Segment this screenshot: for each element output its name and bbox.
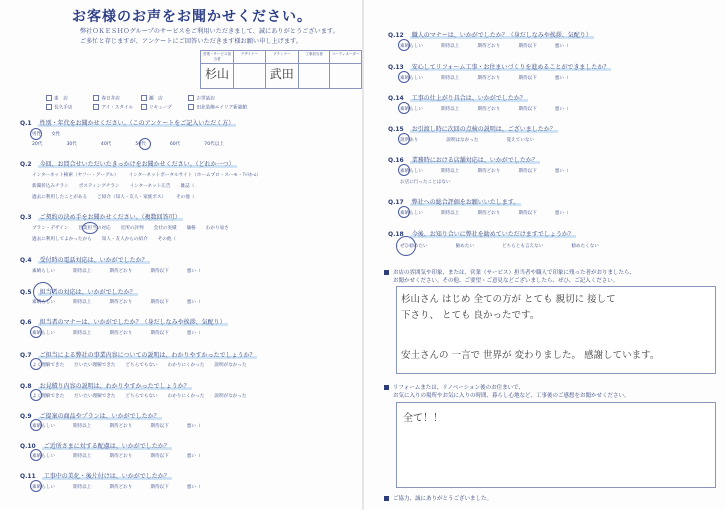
option[interactable]: 悪い（ <box>554 211 569 216</box>
option[interactable]: 期待以上 <box>440 169 460 174</box>
option[interactable]: 素晴らしい <box>32 300 55 305</box>
option[interactable]: 期待どおり <box>109 300 133 305</box>
question-16-options-extra <box>400 179 461 185</box>
staff-header-planner: プランナー <box>265 51 298 64</box>
checkbox-icon[interactable] <box>188 104 194 110</box>
staff-header-construction: 工事担当者 <box>298 51 330 64</box>
question-12: Q.12 職人のマナーは、いかがでしたか？（身だしなみや挨拶、気配り） <box>388 32 592 39</box>
staff-value-planner[interactable]: 武田 <box>265 64 298 89</box>
option[interactable]: 期待どおり <box>109 454 133 459</box>
page-title: お客様のお声をお聞かせください。 <box>72 9 312 25</box>
selection-circle-icon <box>398 206 410 218</box>
checkbox-icon[interactable] <box>141 104 147 110</box>
question-8-options <box>32 393 257 399</box>
option[interactable]: お店に行ったことはない <box>400 180 451 185</box>
option[interactable]: 素晴らしい <box>32 454 55 459</box>
question-4: Q.4 受付時の電話対応は、いかがでしたか？ <box>20 257 148 264</box>
question-18-options <box>400 243 609 249</box>
option[interactable]: 40代 <box>100 142 112 147</box>
option[interactable]: 期待以上 <box>72 300 92 305</box>
right-column <box>366 0 725 510</box>
checkbox-icon[interactable] <box>46 95 52 101</box>
option[interactable]: 期待どおり <box>477 169 501 174</box>
question-13: Q.13 安心してリフォーム工事・お住まいづくりを進めることができましたか？ <box>388 64 610 71</box>
option[interactable]: わかりにくかった <box>167 394 205 399</box>
option[interactable]: 悪い（ <box>554 169 569 174</box>
option[interactable]: インターネットポータルサイト（ホームプロ・スーモ・ｱｯﾄﾎｰﾑ） <box>128 173 261 178</box>
option[interactable]: どちらとも言えない <box>501 244 544 249</box>
question-15: Q.15 お引渡し時に次回の点検の説明は、ございましたか？ <box>388 126 556 133</box>
selection-circle-icon <box>30 128 42 140</box>
option[interactable]: 説明はなかった <box>446 138 479 143</box>
option[interactable]: 30代 <box>66 142 77 147</box>
staff-header-designer: デザイナー <box>234 51 266 64</box>
option[interactable]: 50代 <box>135 142 146 147</box>
option[interactable]: 素晴らしい <box>32 424 55 429</box>
question-1-age-options <box>32 141 234 147</box>
question-18: Q.18 今後、お知り合いに弊社を勧めていただけますでしょうか？ <box>388 231 574 238</box>
selection-circle-icon <box>82 222 98 234</box>
comment-1-answer-box[interactable] <box>396 286 716 374</box>
option[interactable]: 雑誌（ <box>180 184 195 189</box>
option[interactable]: 期待以下 <box>150 331 169 336</box>
comment-1-prompt <box>384 268 635 284</box>
option[interactable]: どちらでもない <box>125 394 158 399</box>
question-16-options <box>400 168 579 174</box>
option[interactable]: よく理解できた <box>32 394 65 399</box>
question-5-options <box>32 299 211 305</box>
option[interactable]: 期待以上 <box>440 76 460 81</box>
option[interactable]: 期待どおり <box>109 331 133 336</box>
option[interactable]: 期待以下 <box>150 485 169 490</box>
option[interactable]: 70代以上 <box>204 142 224 147</box>
option[interactable]: 期待以上 <box>72 331 92 336</box>
option[interactable]: 悪い（ <box>186 300 201 305</box>
question-16: Q.16 業務時における店舗対応は、いかがでしたか？ <box>388 157 538 164</box>
option[interactable]: 期待以上 <box>72 454 92 459</box>
question-17-options <box>400 210 579 216</box>
selection-circle-icon <box>30 480 42 492</box>
question-6: Q.6 担当者のマナーは、いかがでしたか？（身だしなみや挨拶、気配り） <box>20 319 226 326</box>
option[interactable]: 説明がなかった <box>214 394 247 399</box>
question-11: Q.11 工事中の美化・後片付けは、いかがでしたか？ <box>20 473 170 480</box>
square-bullet-icon <box>384 270 389 275</box>
question-2: Q.2 今回、お問合せいただいたきっかけをお聞かせください。（どれか一つ） <box>20 161 235 168</box>
option[interactable]: 説明あり <box>400 138 419 143</box>
question-5: Q.5 担当者の対応は、いかがでしたか？ <box>20 289 136 296</box>
staff-header-coordinator: コーディネーター <box>330 51 362 64</box>
selection-circle-icon <box>139 138 151 150</box>
option[interactable]: 説明がなかった <box>214 363 247 368</box>
question-12-options <box>400 43 579 49</box>
checkbox-icon[interactable] <box>93 95 99 101</box>
option[interactable]: 素晴らしい <box>32 485 55 490</box>
left-column <box>0 0 362 510</box>
option[interactable]: 悪い（ <box>554 107 569 112</box>
option[interactable]: 期待どおり <box>109 269 133 274</box>
option[interactable]: その他（ <box>176 195 195 200</box>
comment-1-prompt-line-1: お店の雰囲気や印象、または、営業（サービス）担当者や職人で印象に残った者がおりましたら、 <box>393 270 636 276</box>
staff-value-designer[interactable] <box>234 64 266 89</box>
option[interactable]: 期待どおり <box>477 107 501 112</box>
question-10-options <box>32 453 211 459</box>
question-6-options <box>32 330 211 336</box>
question-13-options <box>400 75 579 81</box>
staff-table <box>200 50 362 89</box>
staff-value-sales[interactable]: 杉山 <box>201 64 234 89</box>
comment-2-prompt-line-2: お気に入りの場所やお気に入りの時間、暮らし心地など、工事後のご感想をお聞かせください。 <box>393 393 630 399</box>
selection-circle-icon <box>398 164 410 176</box>
option[interactable]: 悪い（ <box>186 331 201 336</box>
selection-circle-icon <box>30 419 42 431</box>
option[interactable]: その他（ <box>157 237 177 242</box>
branch-checklist <box>46 95 246 112</box>
option[interactable]: わかり易さ <box>205 226 229 231</box>
option[interactable]: 新聞折込みチラシ <box>32 184 69 189</box>
question-9-options <box>32 423 211 429</box>
question-9: Q.9 ご提案の商品やプランは、いかがでしたか？ <box>20 413 160 420</box>
question-7: Q.7 ご担当による弊社の事業内容についての説明は、わかりやすかったでしょうか？ <box>20 352 256 359</box>
comment-2-prompt-line-1: リフォームまたは、リノベーション後のお住まいで、 <box>393 385 524 391</box>
option[interactable]: 勧めたい <box>455 244 474 249</box>
option[interactable]: インターネット検索（ヤフー・グーグル） <box>32 173 119 178</box>
comment-2-answer-box[interactable] <box>396 402 716 488</box>
option[interactable]: 期待以下 <box>518 169 537 174</box>
intro-line-2: ご多忙と存じますが、アンケートにご回答いただきます様お願い申し上げます。 <box>80 38 302 45</box>
option[interactable]: 期待以下 <box>518 44 537 49</box>
option[interactable]: 期待以上 <box>72 485 92 490</box>
selection-circle-icon <box>30 326 42 338</box>
selection-circle-icon <box>398 39 410 51</box>
flower-mark-icon <box>396 236 416 256</box>
option[interactable]: 期待以上 <box>72 424 92 429</box>
intro-text <box>80 27 350 47</box>
option[interactable]: 素晴らしい <box>400 211 423 216</box>
option[interactable]: 女性 <box>51 132 61 137</box>
option[interactable]: 20代 <box>32 142 43 147</box>
option[interactable]: 悪い（ <box>554 76 569 81</box>
staff-value-coordinator[interactable] <box>330 64 362 89</box>
option[interactable]: どちらでもない <box>125 363 158 368</box>
question-11-options <box>32 484 211 490</box>
question-4-options <box>32 268 211 274</box>
square-bullet-icon <box>384 385 389 390</box>
question-3-options-row2 <box>32 236 186 242</box>
staff-table-header <box>201 51 362 64</box>
comment-1-handwritten-line-3: 安土さんの 一言で 世界が 変わりました。 感謝しています。 <box>401 350 660 361</box>
option[interactable]: 素晴らしい <box>400 76 423 81</box>
option[interactable]: 期待以下 <box>518 107 537 112</box>
option[interactable]: 素晴らしい <box>400 44 423 49</box>
checkbox-icon[interactable] <box>188 95 194 101</box>
option[interactable]: 過去に利用してよかったから <box>32 237 92 242</box>
option[interactable]: 期待以上 <box>440 107 460 112</box>
option[interactable]: ポスティングチラシ <box>78 184 120 189</box>
question-14: Q.14 工事の仕上がり具合は、いかがでしたか？ <box>388 95 526 102</box>
option[interactable]: 悪い（ <box>186 454 201 459</box>
option[interactable]: 期待以下 <box>150 424 169 429</box>
option[interactable]: 素晴らしい <box>32 331 55 336</box>
option[interactable]: 近所の評判 <box>120 226 144 231</box>
selection-circle-icon <box>30 358 42 370</box>
question-3-options-row1 <box>32 225 239 231</box>
question-8: Q.8 お見積り内容の説明は、わかりやすかったでしょうか？ <box>20 383 190 390</box>
option[interactable]: 男性 <box>32 132 42 137</box>
option[interactable]: 60代 <box>169 142 181 147</box>
comment-2-handwritten-line-1: 全て！！ <box>403 413 443 424</box>
branch-item[interactable]: お世話店 <box>188 95 234 104</box>
question-2-options-row2 <box>32 183 204 189</box>
option[interactable]: 勧めたくない <box>571 244 599 249</box>
branch-item[interactable]: 春日井店 <box>93 95 139 104</box>
branch-item[interactable]: リキュープ <box>141 104 187 113</box>
option[interactable]: だいたい理解できた <box>74 394 116 399</box>
branch-item[interactable]: 瀬 店 <box>141 95 187 104</box>
option[interactable]: 素晴らしい <box>32 269 55 274</box>
option[interactable]: だいたい理解できた <box>74 363 116 368</box>
square-bullet-icon <box>384 496 389 501</box>
question-2-options-row1 <box>32 172 271 178</box>
selection-circle-icon <box>398 133 410 145</box>
option[interactable]: 期待以上 <box>72 269 92 274</box>
option[interactable]: 会社の実績 <box>153 226 177 231</box>
question-7-options <box>32 362 257 368</box>
option[interactable]: 期待以下 <box>518 76 537 81</box>
option[interactable]: プラン・デザイン <box>32 226 69 231</box>
staff-value-construction[interactable] <box>298 64 330 89</box>
staff-header-sales: 営業・サービス担当者 <box>201 51 234 64</box>
question-3: Q.3 ご契約の決め手をお聞かせください。（複数回答可） <box>20 214 181 221</box>
option[interactable]: ご紹介（知人・友人・家族ボス） <box>97 195 167 200</box>
option[interactable]: 期待以上 <box>440 211 460 216</box>
option[interactable]: 期待以上 <box>440 44 460 49</box>
option[interactable]: 悪い（ <box>186 485 201 490</box>
option[interactable]: 素晴らしい <box>400 169 423 174</box>
branch-item[interactable]: 田北装飾エイリア新築館 <box>188 104 234 113</box>
footer-thanks <box>384 494 492 502</box>
checkbox-icon[interactable] <box>93 104 99 110</box>
checkbox-icon[interactable] <box>46 104 52 110</box>
option[interactable]: 期待どおり <box>477 44 501 49</box>
option[interactable]: 期待以下 <box>150 454 169 459</box>
option[interactable]: 知人・友人からの紹介 <box>101 237 148 242</box>
staff-table-values <box>201 64 362 89</box>
page-divider <box>362 0 364 510</box>
comment-1-handwritten-line-1: 杉山さん はじめ 全ての方が とても 親切に 接して <box>401 294 616 305</box>
selection-circle-icon <box>398 102 410 114</box>
option[interactable]: 期待どおり <box>109 485 133 490</box>
option[interactable]: 悪い（ <box>186 269 201 274</box>
comment-2-prompt <box>384 383 630 399</box>
option[interactable]: 価格 <box>186 226 196 231</box>
intro-line-1: 弊社ＯＫＥＳＨＯグループのサービスをご利用いただきまして、誠にありがとうございます。 <box>80 28 339 35</box>
option[interactable]: 期待以下 <box>150 300 169 305</box>
option[interactable]: 悪い（ <box>186 424 201 429</box>
comment-1-prompt-line-2: お聞かせください。その他、ご要望・ご意見などございましたら、ぜひ、ご記入ください。 <box>393 278 619 284</box>
selection-circle-icon <box>30 389 42 401</box>
footer-thanks-text: ご協力、誠にありがとうございました。 <box>393 496 493 502</box>
option[interactable]: 期待どおり <box>109 424 133 429</box>
branch-item[interactable]: 東 店 <box>46 95 92 104</box>
branch-item[interactable]: アイ・スタイル <box>93 104 139 113</box>
option[interactable]: 過去に利用したことがある <box>32 195 88 200</box>
option[interactable]: わかりにくかった <box>167 363 205 368</box>
option[interactable]: ぜひ勧めたい <box>400 244 428 249</box>
option[interactable]: 期待以下 <box>150 269 169 274</box>
branch-item[interactable]: 長久手店 <box>46 104 92 113</box>
question-1: Q.1 性別・年代をお聞かせください。（このアンケートをご記入いただく方） <box>20 120 235 127</box>
option[interactable]: 素晴らしい <box>400 107 423 112</box>
option[interactable]: インターネット広告 <box>129 184 171 189</box>
option[interactable]: 期待どおり <box>477 76 501 81</box>
question-2-options-row3 <box>32 194 204 200</box>
option[interactable]: 覚えていない <box>506 138 535 143</box>
question-15-options <box>400 137 544 143</box>
question-14-options <box>400 106 579 112</box>
option[interactable]: 悪い（ <box>554 44 569 49</box>
option[interactable]: 営業担当の対応 <box>78 226 111 231</box>
option[interactable]: 期待どおり <box>477 211 501 216</box>
checkbox-icon[interactable] <box>141 95 147 101</box>
option[interactable]: 期待以下 <box>518 211 537 216</box>
comment-1-handwritten-line-2: 下さり、 とても 良かったです。 <box>401 310 540 321</box>
question-17: Q.17 弊社への総合評価をお願いいたします。 <box>388 199 520 206</box>
option[interactable]: よく理解できた <box>32 363 65 368</box>
selection-circle-icon <box>30 449 42 461</box>
selection-circle-icon <box>398 71 410 83</box>
question-10: Q.10 ご近所さまに対する配慮は、いかがでしたか？ <box>20 443 170 450</box>
